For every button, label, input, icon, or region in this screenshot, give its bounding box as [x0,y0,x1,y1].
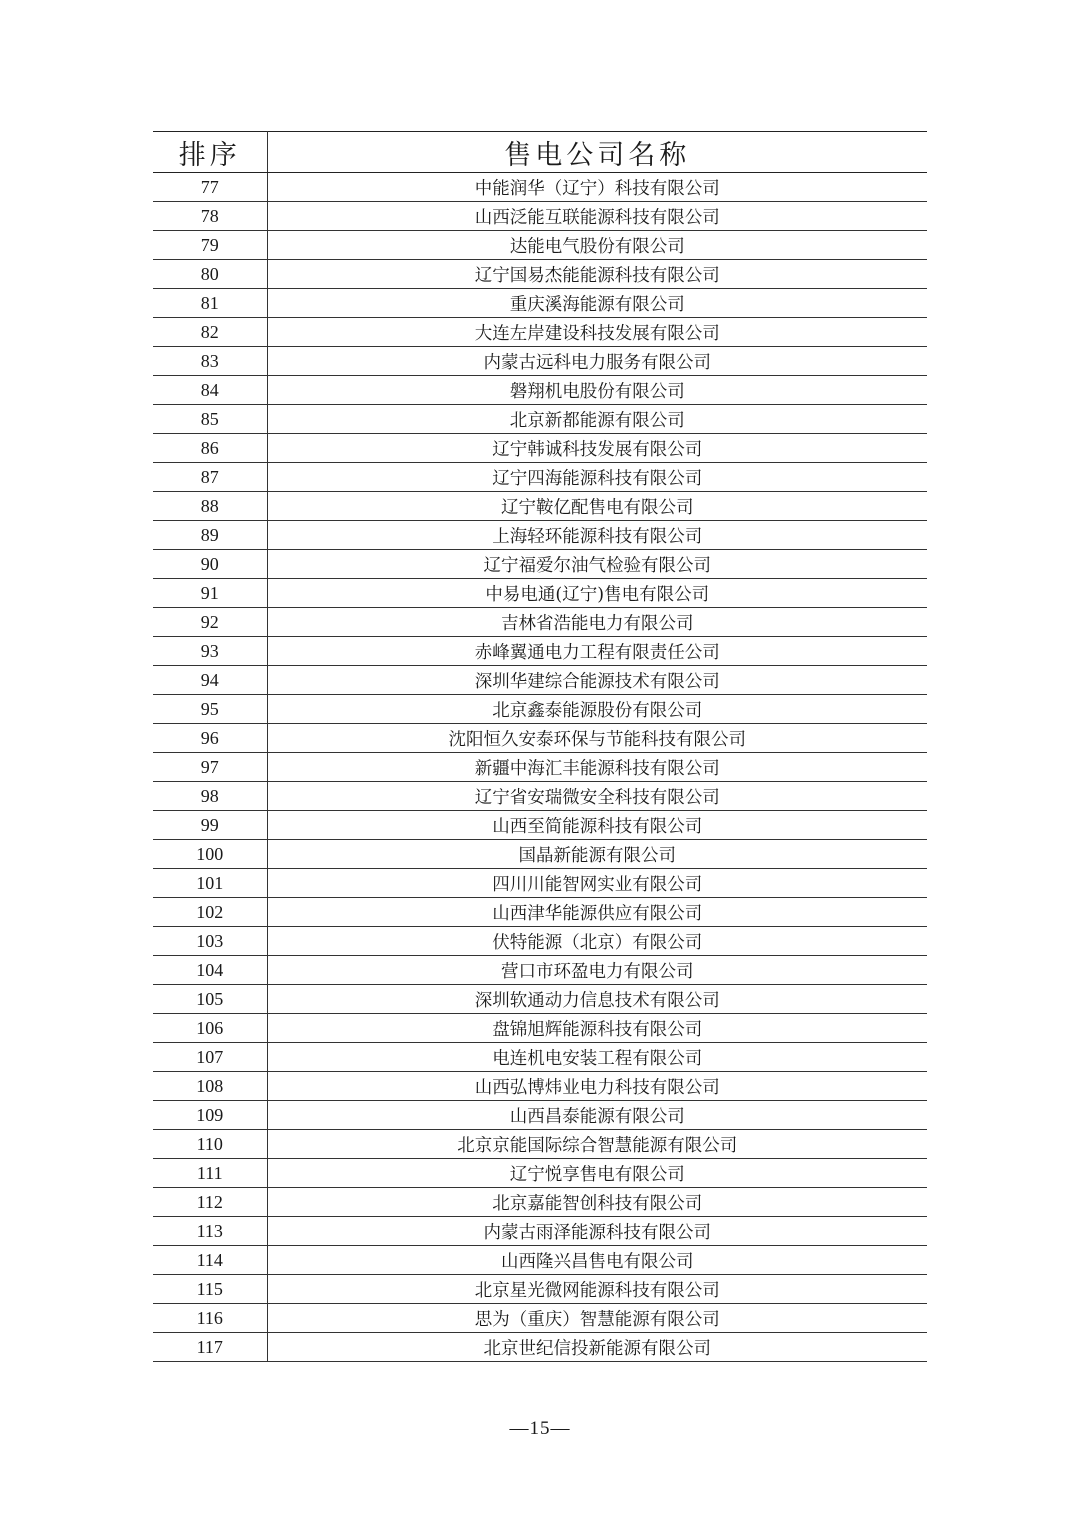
rank-cell: 108 [153,1072,267,1101]
company-name-cell: 重庆溪海能源有限公司 [267,289,927,318]
rank-cell: 78 [153,202,267,231]
company-name-cell: 山西弘博炜业电力科技有限公司 [267,1072,927,1101]
table-row [153,782,927,811]
company-name-cell: 北京京能国际综合智慧能源有限公司 [267,1130,927,1159]
table-row [153,492,927,521]
table-row [153,898,927,927]
company-name-cell: 山西隆兴昌售电有限公司 [267,1246,927,1275]
company-name-cell: 辽宁福爱尔油气检验有限公司 [267,550,927,579]
company-name-cell: 北京鑫泰能源股份有限公司 [267,695,927,724]
company-name-cell: 思为（重庆）智慧能源有限公司 [267,1304,927,1333]
table-row [153,1275,927,1304]
table-row [153,1333,927,1362]
company-name-cell: 辽宁韩诚科技发展有限公司 [267,434,927,463]
rank-cell: 82 [153,318,267,347]
company-name-cell: 新疆中海汇丰能源科技有限公司 [267,753,927,782]
rank-cell: 109 [153,1101,267,1130]
company-name-cell: 中能润华（辽宁）科技有限公司 [267,173,927,202]
table-row [153,1246,927,1275]
company-name-cell: 吉林省浩能电力有限公司 [267,608,927,637]
table-row [153,550,927,579]
table-row [153,1304,927,1333]
table-row [153,463,927,492]
rank-cell: 90 [153,550,267,579]
company-name-cell: 内蒙古远科电力服务有限公司 [267,347,927,376]
rank-cell: 91 [153,579,267,608]
table-row [153,1188,927,1217]
rank-cell: 83 [153,347,267,376]
table-row [153,289,927,318]
table-row [153,666,927,695]
table-header [153,132,927,173]
company-name-cell: 北京世纪信投新能源有限公司 [267,1333,927,1362]
table-row [153,579,927,608]
table-row [153,869,927,898]
table-row [153,1101,927,1130]
table-row [153,405,927,434]
rank-cell: 77 [153,173,267,202]
company-table [153,131,927,1362]
rank-cell: 89 [153,521,267,550]
rank-cell: 96 [153,724,267,753]
table-row [153,985,927,1014]
rank-cell: 92 [153,608,267,637]
rank-cell: 112 [153,1188,267,1217]
company-name-cell: 电连机电安装工程有限公司 [267,1043,927,1072]
company-name-cell: 内蒙古雨泽能源科技有限公司 [267,1217,927,1246]
company-name-cell: 达能电气股份有限公司 [267,231,927,260]
table-row [153,202,927,231]
rank-cell: 87 [153,463,267,492]
rank-cell: 106 [153,1014,267,1043]
rank-cell: 110 [153,1130,267,1159]
company-name-column-header: 售电公司名称 [267,132,927,173]
rank-cell: 93 [153,637,267,666]
page-number: —15— [509,1418,571,1439]
table-row [153,811,927,840]
company-name-cell: 北京星光微网能源科技有限公司 [267,1275,927,1304]
company-name-cell: 大连左岸建设科技发展有限公司 [267,318,927,347]
company-name-cell: 营口市环盈电力有限公司 [267,956,927,985]
header-row [153,132,927,173]
company-name-cell: 辽宁省安瑞微安全科技有限公司 [267,782,927,811]
company-name-cell: 山西昌泰能源有限公司 [267,1101,927,1130]
rank-cell: 103 [153,927,267,956]
company-name-cell: 辽宁国易杰能能源科技有限公司 [267,260,927,289]
table-row [153,173,927,202]
rank-cell: 99 [153,811,267,840]
company-name-cell: 山西津华能源供应有限公司 [267,898,927,927]
rank-cell: 116 [153,1304,267,1333]
rank-cell: 94 [153,666,267,695]
rank-cell: 97 [153,753,267,782]
table-row [153,956,927,985]
table-row [153,1014,927,1043]
table-row [153,376,927,405]
table-row [153,521,927,550]
rank-cell: 114 [153,1246,267,1275]
company-name-cell: 伏特能源（北京）有限公司 [267,927,927,956]
table-row [153,1217,927,1246]
rank-cell: 80 [153,260,267,289]
table-row [153,318,927,347]
rank-cell: 113 [153,1217,267,1246]
rank-cell: 84 [153,376,267,405]
company-name-cell: 四川川能智网实业有限公司 [267,869,927,898]
table-row [153,1043,927,1072]
company-name-cell: 深圳软通动力信息技术有限公司 [267,985,927,1014]
table-row [153,231,927,260]
rank-cell: 81 [153,289,267,318]
rank-cell: 107 [153,1043,267,1072]
table-row [153,260,927,289]
company-name-cell: 上海轻环能源科技有限公司 [267,521,927,550]
company-name-cell: 国晶新能源有限公司 [267,840,927,869]
company-name-cell: 辽宁悦享售电有限公司 [267,1159,927,1188]
rank-cell: 102 [153,898,267,927]
table-row [153,434,927,463]
company-name-cell: 盘锦旭辉能源科技有限公司 [267,1014,927,1043]
table-row [153,608,927,637]
table-row [153,1072,927,1101]
company-name-cell: 沈阳恒久安泰环保与节能科技有限公司 [267,724,927,753]
table-row [153,637,927,666]
table-row [153,724,927,753]
rank-cell: 98 [153,782,267,811]
rank-cell: 88 [153,492,267,521]
table-row [153,1159,927,1188]
rank-cell: 115 [153,1275,267,1304]
rank-cell: 111 [153,1159,267,1188]
company-name-cell: 山西至简能源科技有限公司 [267,811,927,840]
table-row [153,1130,927,1159]
rank-cell: 117 [153,1333,267,1362]
company-name-cell: 北京新都能源有限公司 [267,405,927,434]
company-name-cell: 深圳华建综合能源技术有限公司 [267,666,927,695]
table-row [153,840,927,869]
rank-cell: 79 [153,231,267,260]
rank-cell: 100 [153,840,267,869]
company-name-cell: 辽宁鞍亿配售电有限公司 [267,492,927,521]
rank-cell: 101 [153,869,267,898]
rank-cell: 105 [153,985,267,1014]
company-name-cell: 磐翔机电股份有限公司 [267,376,927,405]
rank-cell: 95 [153,695,267,724]
table-row [153,753,927,782]
table-row [153,927,927,956]
table-body [153,173,927,1362]
company-name-cell: 山西泛能互联能源科技有限公司 [267,202,927,231]
company-name-cell: 中易电通(辽宁)售电有限公司 [267,579,927,608]
table-row [153,695,927,724]
company-name-cell: 辽宁四海能源科技有限公司 [267,463,927,492]
rank-cell: 86 [153,434,267,463]
company-name-cell: 北京嘉能智创科技有限公司 [267,1188,927,1217]
rank-column-header: 排序 [153,132,267,173]
company-name-cell: 赤峰翼通电力工程有限责任公司 [267,637,927,666]
table-row [153,347,927,376]
rank-cell: 104 [153,956,267,985]
rank-cell: 85 [153,405,267,434]
